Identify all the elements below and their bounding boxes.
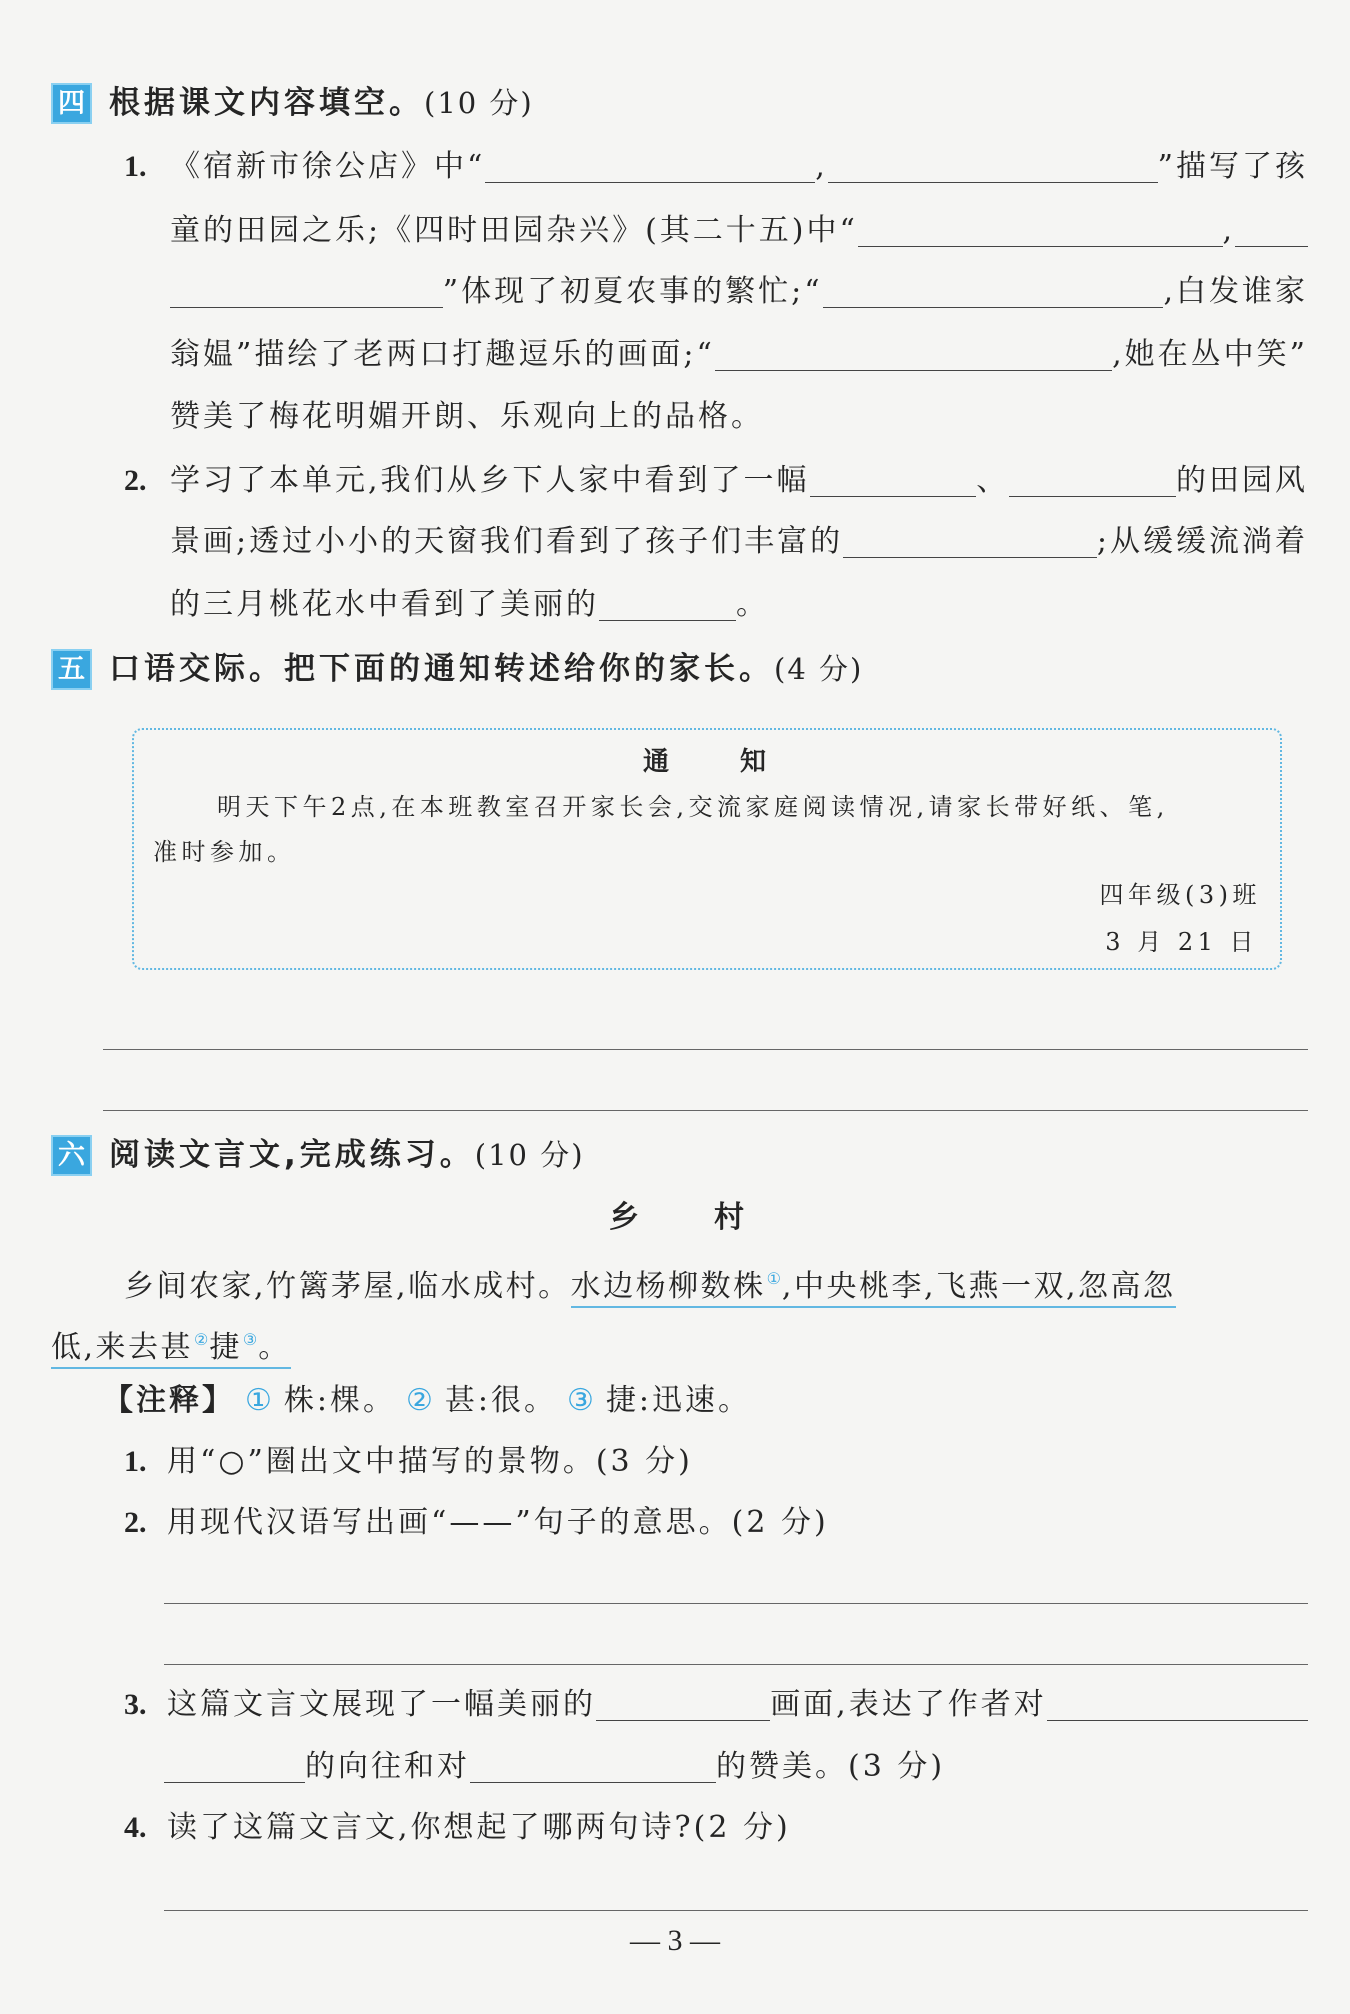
annotation-marker: ① bbox=[245, 1383, 272, 1418]
question-text: 读了这篇文言文,你想起了哪两句诗?(2 分) bbox=[167, 1810, 791, 1845]
fill-blank bbox=[828, 145, 1158, 183]
annotation-marker: ③ bbox=[567, 1383, 594, 1418]
passage-text: ,中央桃李,飞燕一双,忽高忽 bbox=[781, 1269, 1176, 1304]
text-segment: 。 bbox=[736, 587, 769, 622]
text-segment: ,白发谁家 bbox=[1163, 274, 1308, 309]
passage-text: 捷 bbox=[209, 1330, 242, 1365]
annotation-text: 捷:迅速。 bbox=[605, 1383, 752, 1418]
s4-q1-line-3 bbox=[170, 270, 1308, 314]
annotation-text: 株:棵。 bbox=[283, 1383, 397, 1418]
s4-q1-line-4 bbox=[170, 333, 1308, 377]
text-segment: 的向往和对 bbox=[305, 1749, 470, 1784]
fill-blank bbox=[164, 1745, 305, 1783]
text-segment: 、 bbox=[976, 463, 1010, 498]
footnote-marker: ① bbox=[766, 1269, 781, 1288]
notice-body-line: 明天下午2点,在本班教室召开家长会,交流家庭阅读情况,请家长带好纸、笔, bbox=[217, 793, 1169, 821]
text-segment: 童的田园之乐;《四时田园杂兴》(其二十五)中“ bbox=[170, 213, 858, 248]
text-segment: ,她在丛中笑” bbox=[1112, 337, 1308, 372]
answer-line bbox=[164, 1910, 1308, 1911]
fill-blank bbox=[470, 1745, 716, 1783]
passage-line-2 bbox=[51, 1318, 291, 1365]
text-segment: 的三月桃花水中看到了美丽的 bbox=[170, 587, 599, 622]
section-5-score: (4 分) bbox=[774, 652, 864, 686]
fill-blank bbox=[715, 333, 1112, 371]
s6-q4-text bbox=[167, 1806, 791, 1850]
section-4-heading bbox=[109, 81, 534, 125]
section-5-number-badge: 五 bbox=[51, 649, 92, 690]
question-text: 用现代汉语写出画“——”句子的意思。(2 分) bbox=[167, 1505, 829, 1540]
section-6-heading bbox=[109, 1133, 585, 1177]
notice-date: 3 月 21 日 bbox=[1105, 928, 1258, 956]
notice-body-line: 准时参加。 bbox=[153, 838, 296, 866]
annotations-label: 【注释】 bbox=[103, 1383, 235, 1418]
fill-blank bbox=[170, 270, 443, 308]
text-segment: 翁媪”描绘了老两口打趣逗乐的画面;“ bbox=[170, 337, 715, 372]
answer-line bbox=[103, 1110, 1308, 1111]
fill-blank bbox=[858, 209, 1223, 247]
text-segment: ”描写了孩 bbox=[1157, 149, 1309, 184]
s4-q2-line-1 bbox=[170, 459, 1308, 503]
question-text: 用“○”圈出文中描写的景物。(3 分) bbox=[167, 1444, 693, 1479]
text-segment: ;从缓缓流淌着 bbox=[1096, 524, 1308, 559]
passage-text: 乡间农家,竹篱茅屋,临水成村。 bbox=[124, 1269, 571, 1304]
answer-line bbox=[103, 1049, 1308, 1050]
question-number: 2. bbox=[124, 464, 147, 497]
s4-q1-line-2 bbox=[170, 209, 1308, 253]
text-segment: 景画;透过小小的天窗我们看到了孩子们丰富的 bbox=[170, 524, 844, 559]
section-5-title: 口语交际。把下面的通知转述给你的家长。 bbox=[109, 651, 774, 687]
text-segment: 学习了本单元,我们从乡下人家中看到了一幅 bbox=[170, 463, 810, 498]
passage-title: 乡村 bbox=[609, 1200, 819, 1235]
answer-line bbox=[164, 1603, 1308, 1604]
text-segment: 这篇文言文展现了一幅美丽的 bbox=[167, 1687, 596, 1722]
text-segment: 赞美了梅花明媚开朗、乐观向上的品格。 bbox=[170, 399, 764, 434]
text-segment: ”体现了初夏农事的繁忙;“ bbox=[442, 274, 823, 309]
s4-q1-line-1 bbox=[170, 145, 1308, 189]
notice-title: 通知 bbox=[643, 747, 838, 777]
fill-blank bbox=[1009, 459, 1176, 497]
question-number: 1. bbox=[124, 150, 147, 183]
section-6-title: 阅读文言文,完成练习。 bbox=[109, 1137, 475, 1173]
annotation-marker: ② bbox=[406, 1383, 433, 1418]
text-segment: 画面,表达了作者对 bbox=[770, 1687, 1047, 1722]
text-segment: 的赞美。(3 分) bbox=[716, 1749, 946, 1784]
section-5-heading bbox=[109, 647, 863, 691]
section-4-score: (10 分) bbox=[424, 86, 534, 120]
fill-blank bbox=[599, 583, 736, 621]
fill-blank bbox=[485, 145, 815, 183]
fill-blank bbox=[1047, 1683, 1308, 1721]
s4-q1-line-5 bbox=[170, 395, 764, 439]
answer-line bbox=[164, 1664, 1308, 1665]
text-segment: 的田园风 bbox=[1176, 463, 1309, 498]
s4-q2-line-3 bbox=[170, 583, 769, 627]
section-6-number-badge: 六 bbox=[51, 1135, 92, 1176]
notice-box bbox=[132, 728, 1282, 970]
passage-text: 水边杨柳数株 bbox=[570, 1269, 766, 1304]
s4-q2-line-2 bbox=[170, 520, 1308, 564]
text-segment: , bbox=[1222, 213, 1236, 248]
text-segment: 《宿新市徐公店》中“ bbox=[170, 149, 486, 184]
passage-text: 低,来去甚 bbox=[51, 1330, 194, 1365]
footnote-marker: ③ bbox=[242, 1330, 258, 1349]
section-4-number-badge: 四 bbox=[51, 83, 92, 124]
page-number: — 3 — bbox=[630, 1924, 720, 1957]
notice-signature: 四年级(3)班 bbox=[1099, 881, 1261, 909]
fill-blank bbox=[1235, 209, 1308, 247]
passage-line-1 bbox=[124, 1257, 1176, 1304]
fill-blank bbox=[823, 270, 1164, 308]
question-number: 4. bbox=[124, 1811, 147, 1844]
question-number: 1. bbox=[124, 1445, 147, 1478]
question-number: 2. bbox=[124, 1506, 147, 1539]
text-segment: , bbox=[815, 149, 828, 184]
section-4-title: 根据课文内容填空。 bbox=[109, 85, 424, 121]
question-number: 3. bbox=[124, 1688, 147, 1721]
annotation-text: 甚:很。 bbox=[444, 1383, 558, 1418]
s6-q3-line-1 bbox=[167, 1683, 1308, 1727]
underlined-sentence bbox=[51, 1330, 291, 1369]
section-6-score: (10 分) bbox=[474, 1138, 585, 1172]
underlined-sentence bbox=[571, 1269, 1176, 1308]
passage-text: 。 bbox=[258, 1330, 291, 1365]
s6-q1-text bbox=[167, 1440, 693, 1484]
fill-blank bbox=[596, 1683, 770, 1721]
s6-q2-text bbox=[167, 1501, 829, 1545]
fill-blank bbox=[843, 520, 1097, 558]
s6-q3-line-2 bbox=[164, 1745, 945, 1789]
footnote-marker: ② bbox=[194, 1330, 209, 1349]
fill-blank bbox=[810, 459, 977, 497]
annotations bbox=[103, 1379, 751, 1423]
